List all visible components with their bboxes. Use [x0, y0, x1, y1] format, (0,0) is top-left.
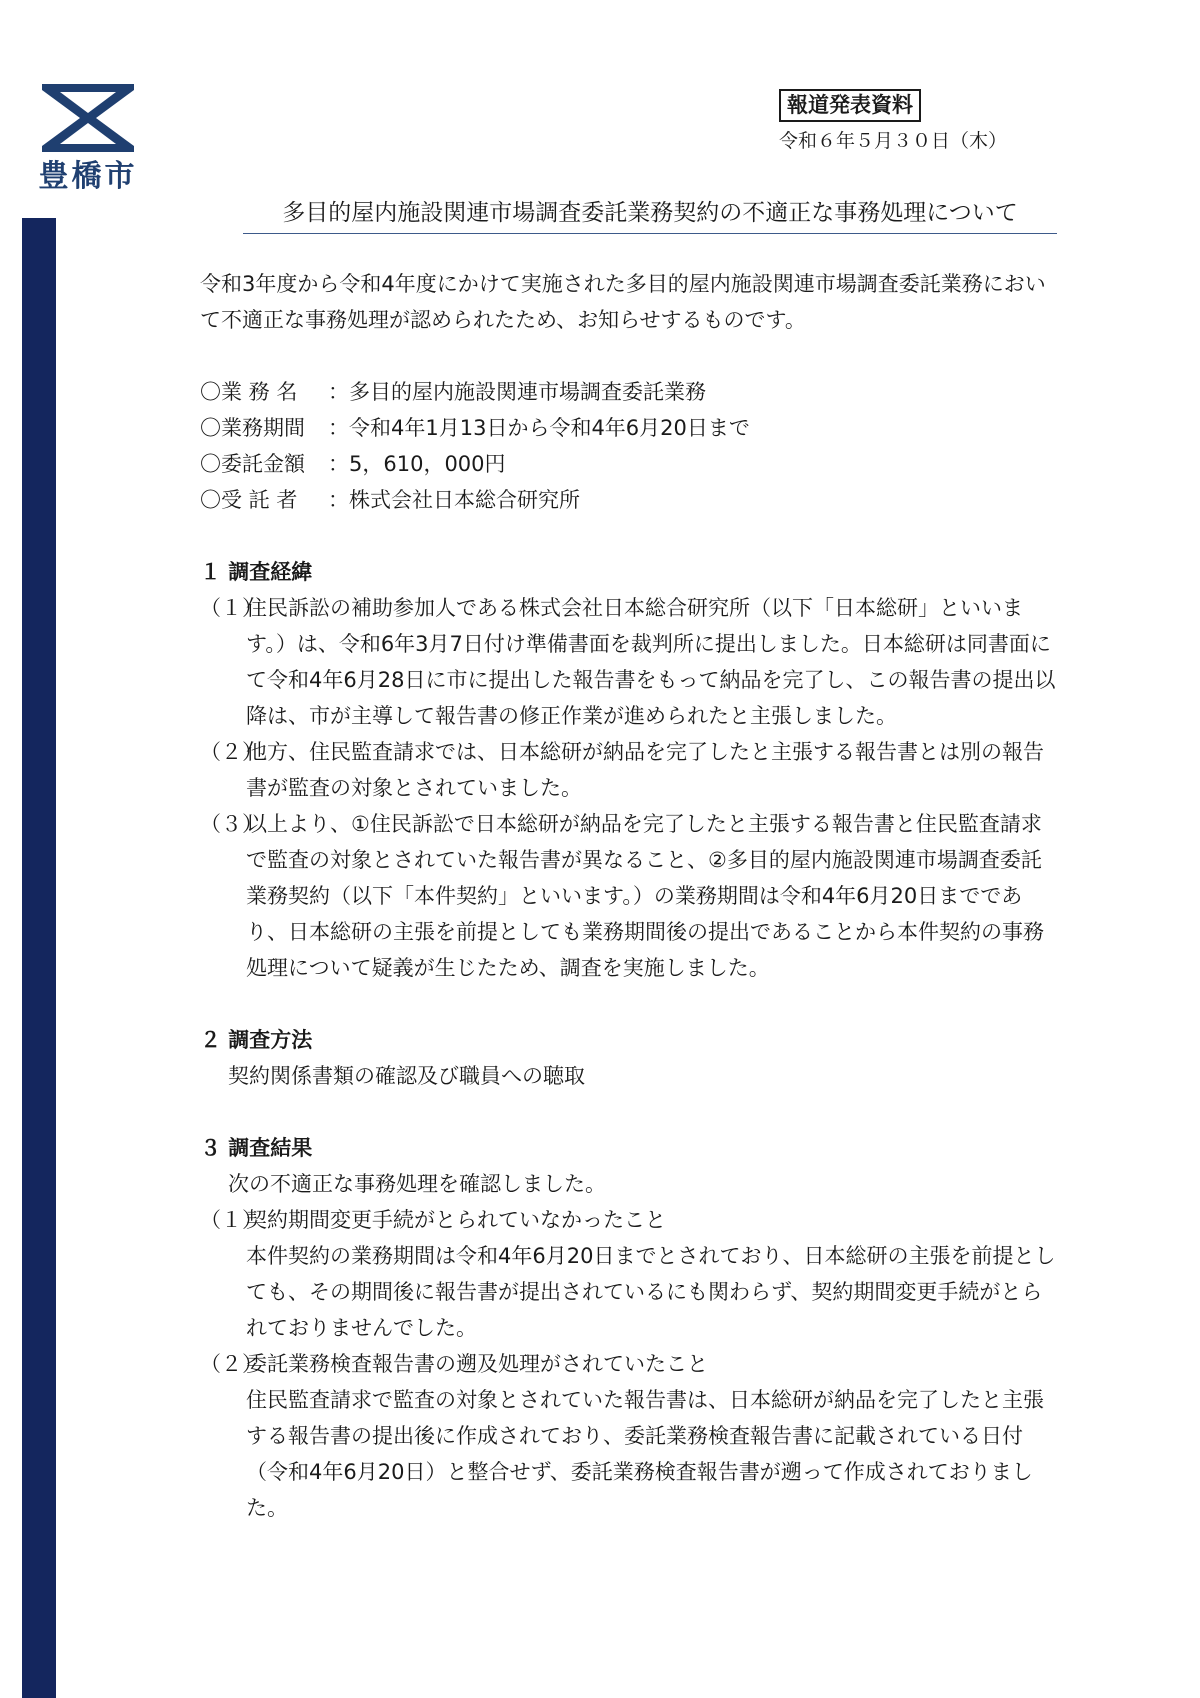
item-text: 以上より、①住民訴訟で日本総研が納品を完了したと主張する報告書と住民監査請求で監査の対象とされていた報告書が異なること、②多目的屋内施設関連市場調査委託業務契約（以下「本件契約」といいます。）の業務期間は令和4年6月20日までであり、日本総研の主張を前提としても業務期間後の提出であることから本件契約の事務処理について疑義が生じたため、調査を実施しました。 [246, 812, 1044, 980]
section-lead: 契約関係書類の確認及び職員への聴取 [228, 1064, 585, 1088]
info-row [200, 446, 1062, 482]
item-number: （２） [200, 1352, 263, 1376]
section-heading: １ 調査経緯 [200, 560, 313, 584]
item-text: 住民訴訟の補助参加人である株式会社日本総合研究所（以下「日本総研」といいます。）は、令和6年3月7日付け準備書面を裁判所に提出しました。日本総研は同書面にて令和4年6月28日に市に提出した報告書をもって納品を完了し、この報告書の提出以降は、市が主導して報告書の修正作業が進められたと主張しました。 [246, 596, 1056, 728]
item-number: （３） [200, 812, 263, 836]
document-body [200, 266, 1062, 1526]
list-item [200, 806, 1062, 986]
section-investigation-method [200, 1022, 1062, 1094]
list-item [200, 1346, 1062, 1382]
item-number: （１） [200, 1208, 263, 1232]
item-text: 本件契約の業務期間は令和4年6月20日までとされており、日本総研の主張を前提としても、その期間後に報告書が提出されているにも関わらず、契約期間変更手続がとられておりませんでした。 [246, 1244, 1056, 1340]
info-row [200, 410, 1062, 446]
city-name: 豊橋市 [38, 159, 138, 194]
info-list [200, 374, 1062, 518]
item-text: 他方、住民監査請求では、日本総研が納品を完了したと主張する報告書とは別の報告書が監査の対象とされていました。 [246, 740, 1044, 800]
section-lead: 次の不適正な事務処理を確認しました。 [228, 1172, 606, 1196]
list-item [200, 1202, 1062, 1238]
info-key: 〇受 託 者 [200, 488, 298, 512]
item-title: 契約期間変更手続がとられていなかったこと [246, 1208, 666, 1232]
page-title: 多目的屋内施設関連市場調査委託業務契約の不適正な事務処理について [282, 200, 1018, 226]
section-investigation-background [200, 554, 1062, 986]
accent-bar [22, 218, 56, 1698]
info-key: 〇業務期間 [200, 416, 305, 440]
city-logo [38, 80, 138, 192]
info-value: ：5，610，000円 [328, 452, 506, 476]
info-key: 〇業 務 名 [200, 380, 298, 404]
info-value: ：令和4年1月13日から令和4年6月20日まで [328, 416, 750, 440]
intro-paragraph: 令和3年度から令和4年度にかけて実施された多目的屋内施設関連市場調査委託業務において不適正な事務処理が認められたため、お知らせするものです。 [200, 272, 1046, 332]
section-heading: ３ 調査結果 [200, 1136, 313, 1160]
section-investigation-results [200, 1130, 1062, 1526]
info-value: ：株式会社日本総合研究所 [328, 488, 580, 512]
list-item [200, 590, 1062, 734]
title-block [243, 197, 1057, 234]
info-row [200, 374, 1062, 410]
info-value: ：多目的屋内施設関連市場調査委託業務 [328, 380, 706, 404]
item-number: （１） [200, 596, 263, 620]
item-number: （２） [200, 740, 263, 764]
section-heading: ２ 調査方法 [200, 1028, 313, 1052]
item-title: 委託業務検査報告書の遡及処理がされていたこと [246, 1352, 708, 1376]
list-item [200, 734, 1062, 806]
info-row [200, 482, 1062, 518]
info-key: 〇委託金額 [200, 452, 305, 476]
item-text: 住民監査請求で監査の対象とされていた報告書は、日本総研が納品を完了したと主張する報告書の提出後に作成されており、委託業務検査報告書に記載されている日付（令和4年6月20日）と整合せず、委託業務検査報告書が遡って作成されておりました。 [246, 1388, 1044, 1520]
release-date: 令和６年５月３０日（木） [779, 130, 1008, 152]
city-emblem-icon [38, 80, 138, 156]
press-release-label: 報道発表資料 [779, 89, 921, 122]
